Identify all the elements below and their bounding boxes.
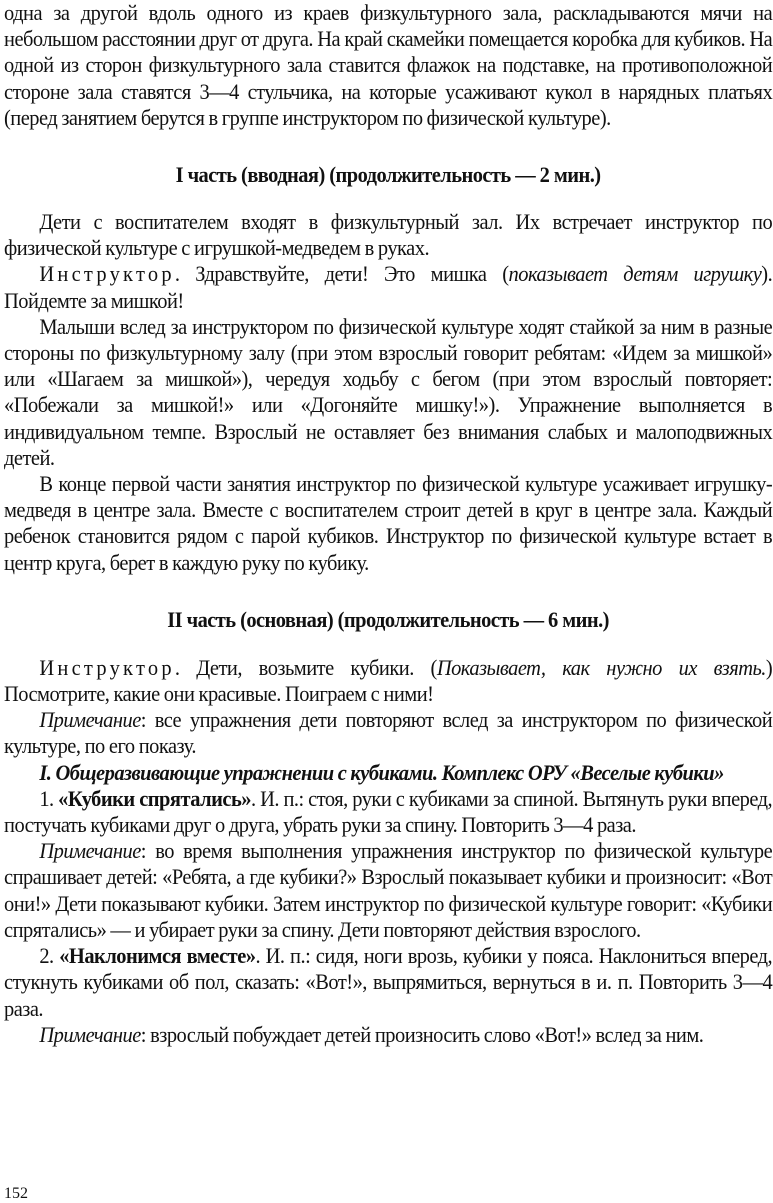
- exercise-text: . И. п.: сидя, ноги врозь, кубики у пояса. Наклониться вперед, стукнуть кубиками об пол, сказать: «Вот!», выпрямиться, вернуться в и. п. Повторить 3—4 раза.: [4, 943, 773, 1021]
- exercise-1: [4, 786, 772, 838]
- exercise-title: «Кубики спрятались»: [58, 785, 252, 811]
- speech-text: ) Посмотрите, какие они красивые. Поиграем с ними!: [4, 654, 773, 707]
- part1-heading: I часть (вводная) (продолжительность — 2 мин.): [175, 162, 601, 188]
- part1-paragraph-4: В конце первой части занятия инструктор по физической культуре усаживает игрушку-медведя в центре зала. Вместе с воспитателем строит детей в круг в центре зала. Каждый ребенок становится рядом с парой кубиков. Инструктор по физической культуре встает в центр круга, берет в каждую руку по кубику.: [4, 471, 773, 575]
- part2-heading: II часть (основная) (продолжительность — 6 мин.): [167, 606, 609, 632]
- note-text: : все упражнения дети повторяют вслед за инструктором по физической культуре, по его показу.: [4, 707, 773, 759]
- note-2: [4, 838, 772, 943]
- speech-text: . Дети, возьмите кубики. (: [174, 654, 437, 680]
- stage-direction: показывает детям игрушку: [508, 261, 762, 287]
- part1-paragraph-3: Малыши вслед за инструктором по физической культуре ходят стайкой за ним в разные стороны по физкультурному залу (при этом взрослый говорит ребятам: «Идем за мишкой» или «Шагаем за мишкой»), чередуя ходьбу с бегом (при этом взрослый повторяет: «Побежали за мишкой!» или «Догоняйте мишку!»). Упражнение выполняется в индивидуальном темпе. Взрослый не оставляет без внимания слабых и малоподвижных детей.: [4, 313, 773, 470]
- page-number: 152: [4, 1185, 28, 1202]
- exercise-2: [4, 943, 772, 1022]
- speech-text: ). Пойдемте за мишкой!: [4, 261, 773, 313]
- note-1: [4, 707, 772, 759]
- intro-paragraph: одна за другой вдоль одного из краев физкультурного зала, раскладываются мячи на небольшом расстоянии друг от друга. На край скамейки помещается коробка для кубиков. На одной из сторон физкультурного зала ставится флажок на подставке, на противоположной стороне зала ставятся 3—4 стульчика, на которые усаживают кукол в нарядных платьях (перед занятием берутся в группе инструктором по физической культуре).: [4, 0, 773, 130]
- book-page: [4, 0, 772, 1048]
- stage-direction: Показывает, как нужно их взять.: [436, 654, 766, 680]
- note-text: : взрослый побуждает детей произносить слово «Вот!» вслед за ним.: [140, 1021, 704, 1047]
- section-title: [4, 760, 772, 786]
- part1-paragraph-1: Дети с воспитателем входят в физкультурный зал. Их встречает инструктор по физической культуре с игрушкой-медведем в руках.: [4, 209, 773, 261]
- exercise-number: 1.: [39, 785, 59, 811]
- speech-text: . Здравствуйте, дети! Это мишка (: [174, 261, 509, 287]
- note-label: Примечание: [39, 838, 141, 864]
- exercise-text: . И. п.: стоя, руки с кубиками за спиной. Вытянуть руки вперед, постучать кубиками друг о друга, убрать руки за спину. Повторить 3—4 раза.: [4, 785, 773, 838]
- part1-paragraph-2: [4, 261, 772, 313]
- note-3: [4, 1022, 772, 1048]
- speaker-label: Инструктор: [39, 654, 175, 680]
- part2-paragraph-1: [4, 655, 772, 707]
- note-text: : во время выполнения упражнения инструктор по физической культуре спрашивает детей: «Ребята, а где кубики?» Взрослый показывает кубики и произносит: «Вот они!» Дети показывают кубики. Затем инструктор по физической культуре говорит: «Кубики спрятались» — и убирает руки за спину. Дети повторяют действия взрослого.: [4, 838, 773, 942]
- note-label: Примечание: [39, 1021, 141, 1047]
- note-label: Примечание: [39, 707, 141, 733]
- speaker-label: Инструктор: [39, 261, 175, 287]
- exercise-title: «Наклонимся вместе»: [59, 943, 256, 969]
- section-title-text: I. Общеразвивающие упражнении с кубиками. Комплекс ОРУ «Веселые кубики»: [39, 759, 724, 785]
- exercise-number: 2.: [39, 943, 60, 969]
